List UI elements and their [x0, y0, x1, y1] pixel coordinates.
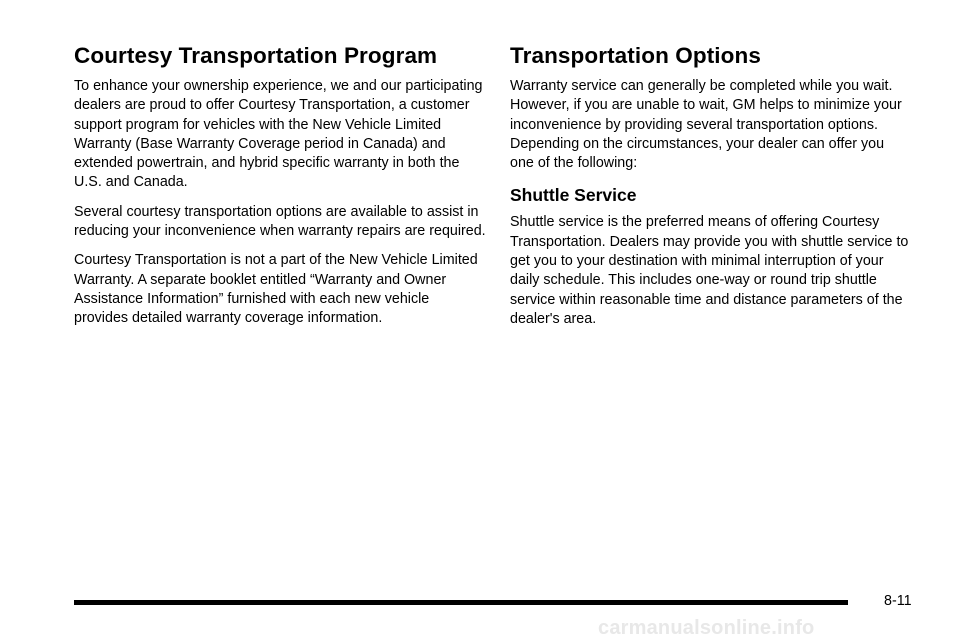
section-title-transportation-options: Transportation Options	[510, 43, 761, 68]
subsection-title-shuttle-service: Shuttle Service	[510, 185, 637, 206]
page-number: 8-11	[884, 593, 912, 609]
watermark: carmanualsonline.info	[598, 617, 815, 639]
left-column	[74, 40, 486, 339]
footer-rule	[74, 600, 848, 605]
paragraph-warranty-booklet: Courtesy Transportation is not a part of the New Vehicle Limited Warranty. A separate booklet entitled “Warranty and Owner Assistance Information” furnished with each new vehicle provides detailed warranty coverage information.	[74, 252, 478, 327]
paragraph-transportation-options-intro: Warranty service can generally be completed while you wait. However, if you are unable to wait, GM helps to minimize your inconvenience by providing several transportation options. Depending on the circumstances, your dealer can offer you one of the following:	[510, 78, 902, 172]
paragraph-transportation-options-available: Several courtesy transportation options are available to assist in reducing your inconvenience when warranty repairs are required.	[74, 203, 486, 240]
right-column	[510, 40, 910, 339]
section-title-courtesy-transportation: Courtesy Transportation Program	[74, 43, 438, 68]
paragraph-program-intro: To enhance your ownership experience, we and our participating dealers are proud to offer Courtesy Transportation, a customer support program for vehicles with the New Vehicle Limited Warranty (Base Warranty Coverage period in Canada) and extended powertrain, and hybrid specific warranty in both the U.S. and Canada.	[74, 78, 483, 191]
paragraph-shuttle-service: Shuttle service is the preferred means of offering Courtesy Transportation. Dealers may provide you with shuttle service to get you to your destination with minimal interruption of your daily schedule. This includes one-way or round trip shuttle service within reasonable time and distance parameters of the dealer's area.	[510, 214, 909, 327]
